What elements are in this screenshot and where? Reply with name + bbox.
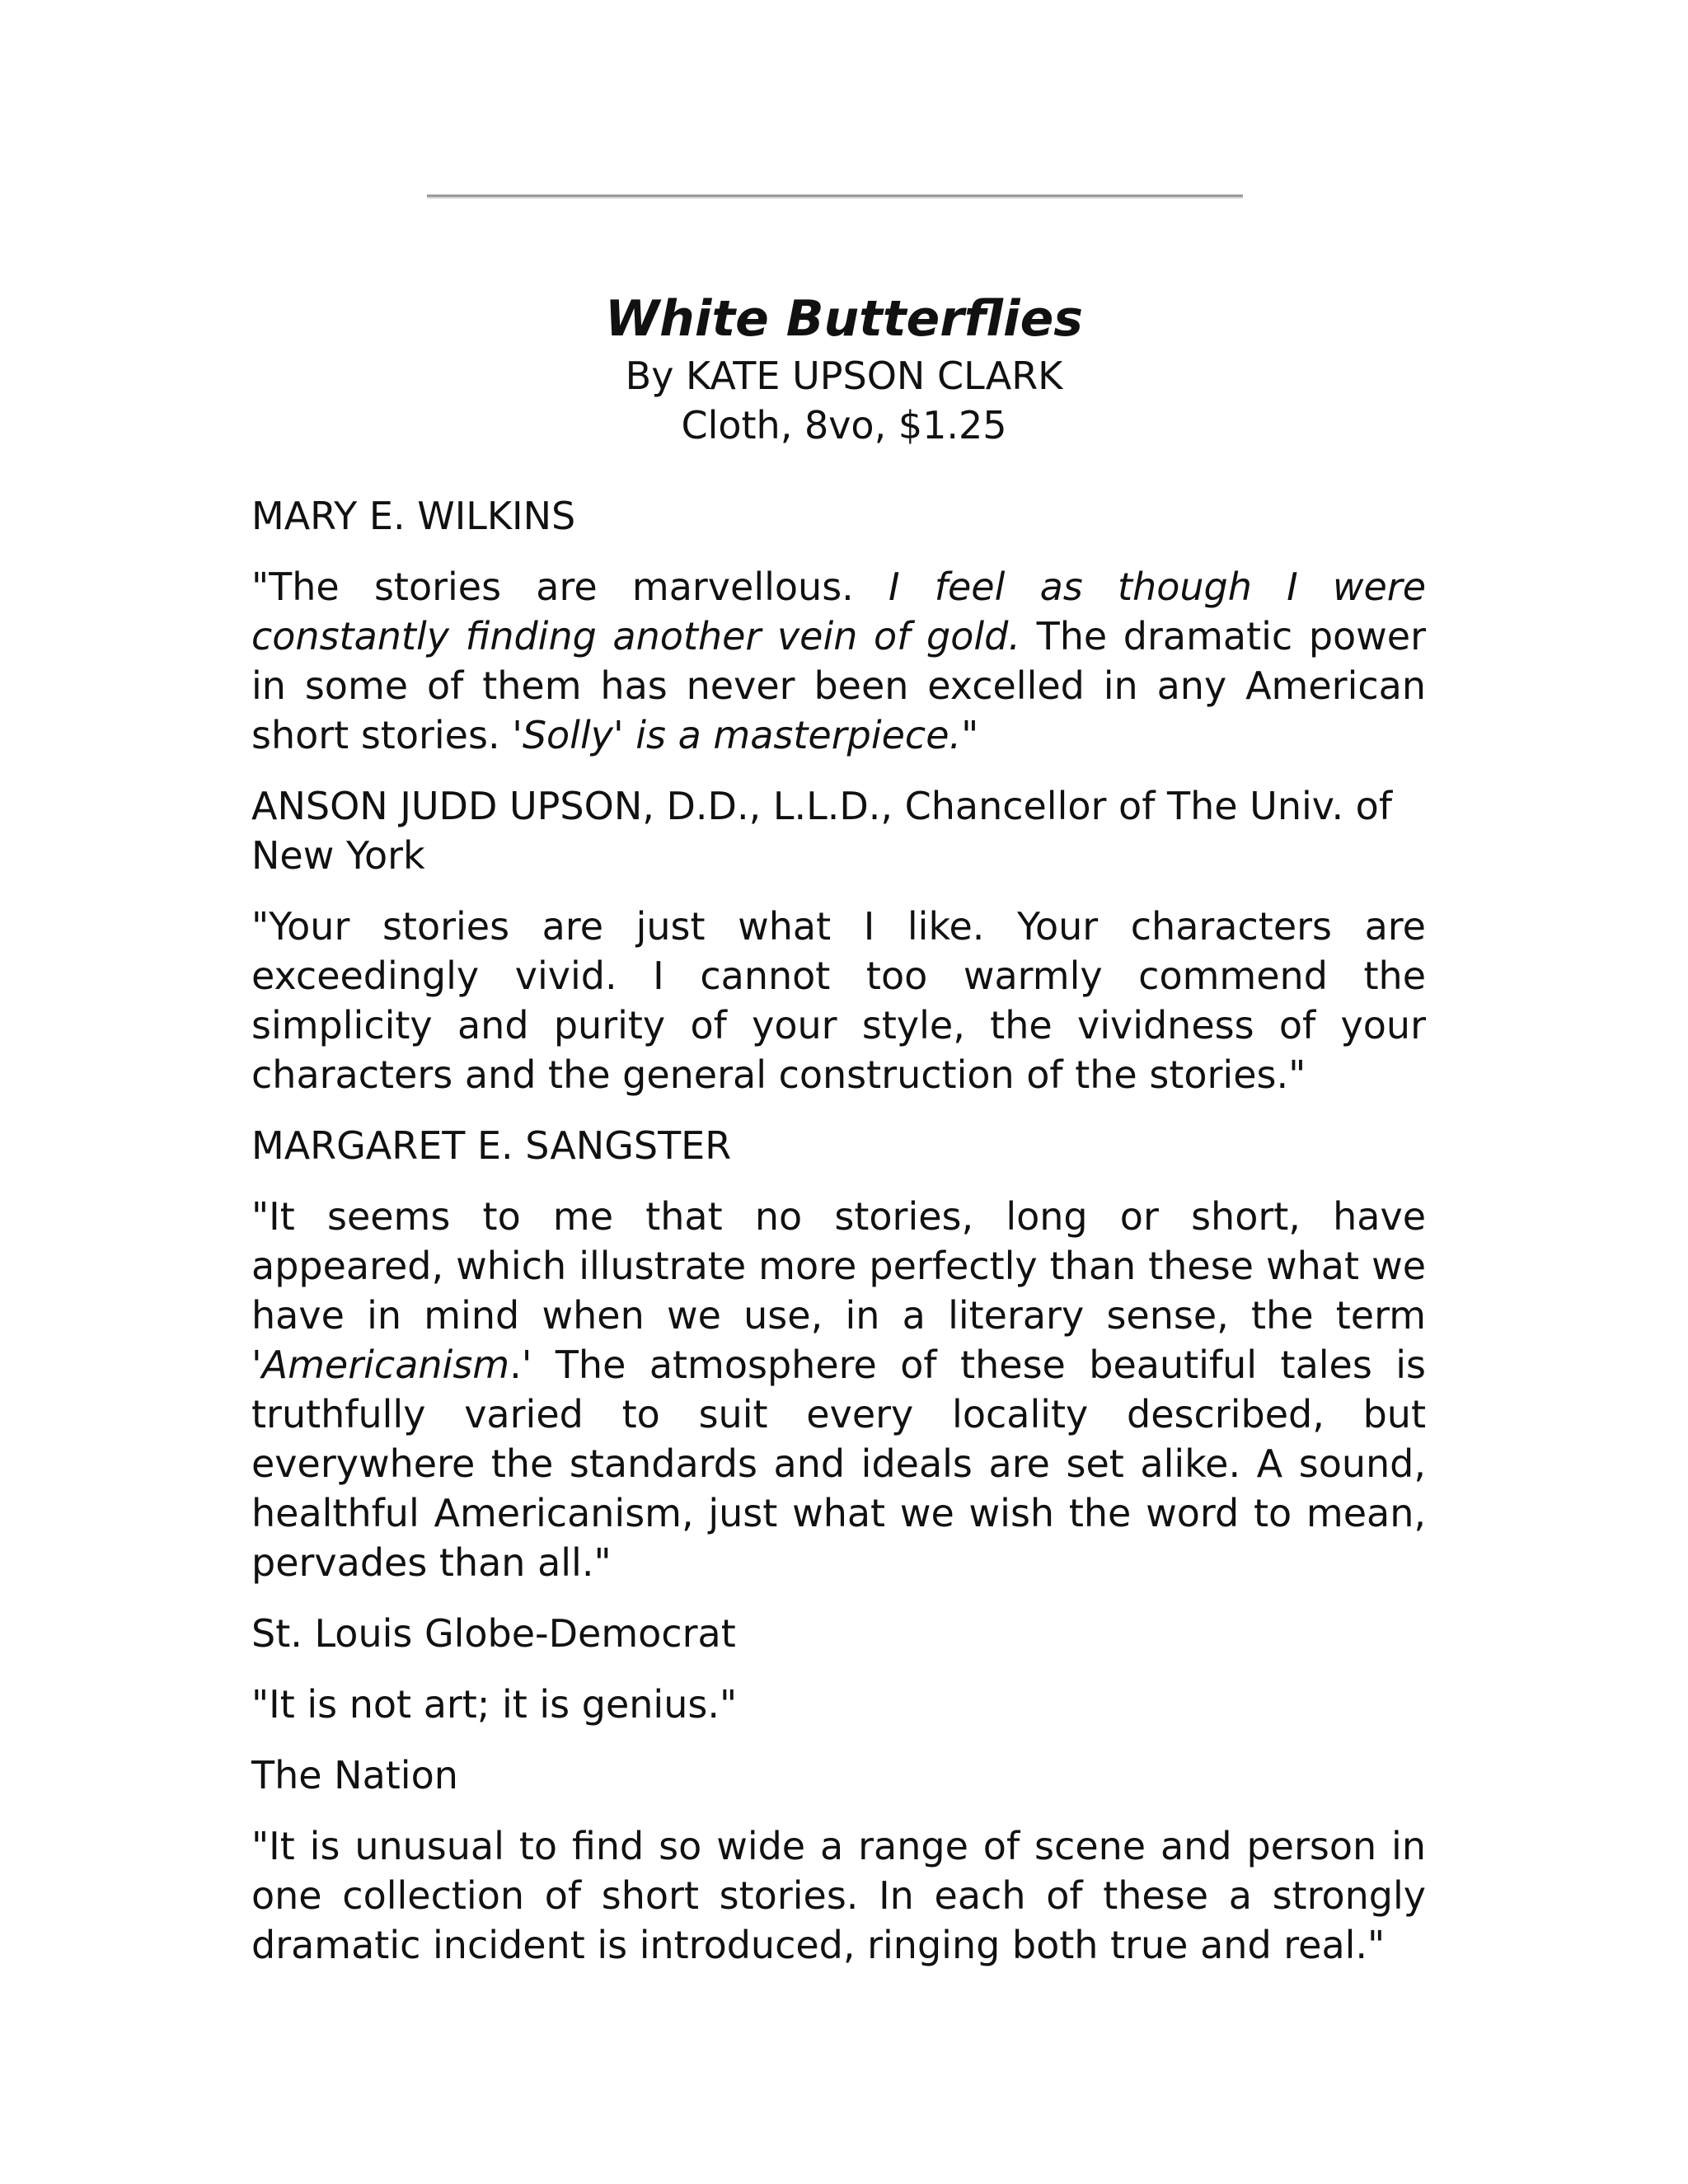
review-quote: "The stories are marvellous. I feel as though I were constantly finding another vein of gold. The dramatic power in some of them has never been excelled in any American short stories. 'Solly' is a masterpiece." <box>251 565 1427 757</box>
review-quote: "It seems to me that no stories, long or short, have appeared, which illustrate more perfectly than these what we have in mind when we use, in a literary sense, the term 'Americanism.' The atmosphere of these beautiful tales is truthfully varied to suit every locality described, but everywhere the standards and ideals are set alike. A sound, healthful Americanism, just what we wish the word to mean, pervades than all." <box>251 1194 1426 1585</box>
book-byline: By KATE UPSON CLARK <box>625 354 1063 398</box>
review-quote: "It is not art; it is genius." <box>251 1682 738 1727</box>
reviews-section <box>251 491 1426 1991</box>
review-source: MARY E. WILKINS <box>251 494 576 538</box>
book-header <box>0 287 1688 450</box>
review-source: St. Louis Globe-Democrat <box>251 1611 736 1656</box>
review-source: MARGARET E. SANGSTER <box>251 1123 732 1168</box>
review-source: The Nation <box>251 1753 458 1797</box>
review-quote: "It is unusual to find so wide a range of scene and person in one collection of short stories. In each of these a strongly dramatic incident is introduced, ringing both true and real." <box>251 1824 1426 1967</box>
book-title: White Butterflies <box>604 290 1084 348</box>
review-source: ANSON JUDD UPSON, D.D., L.L.D., Chancellor of The Univ. of New York <box>251 784 1393 878</box>
top-divider <box>427 194 1243 199</box>
review-quote: "Your stories are just what I like. Your characters are exceedingly vivid. I cannot too warmly commend the simplicity and purity of your style, the vividness of your characters and the general construction of the stories." <box>251 904 1426 1097</box>
book-edition: Cloth, 8vo, $1.25 <box>681 403 1007 448</box>
